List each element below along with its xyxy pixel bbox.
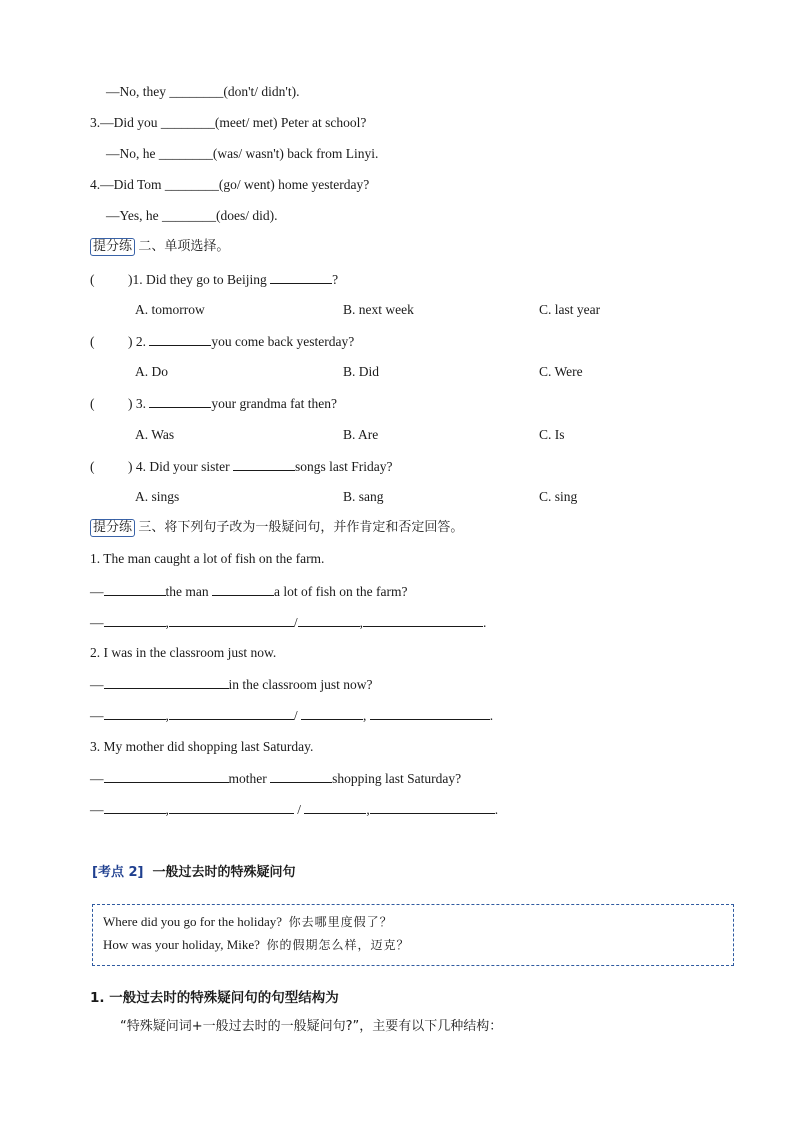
kaodian-heading <box>92 861 296 880</box>
q4-number: 4. <box>90 177 101 192</box>
point-1-body: “特殊疑问词+一般过去时的一般疑问句?”，主要有以下几种结构： <box>120 1019 503 1034</box>
q3-answer: —No, he ________(was/ wasn't) back from Linyi. <box>106 146 379 161</box>
option-c: C. sing <box>539 489 578 504</box>
mc-question-tail: songs last Friday? <box>295 459 393 474</box>
option-a: A. tomorrow <box>135 302 205 317</box>
option-b: B. next week <box>343 302 414 317</box>
mc-question-3 <box>90 394 337 413</box>
section3-badge: 提分练 <box>90 519 135 537</box>
sentence-2-answer <box>90 706 493 725</box>
answer-paren: ( <box>90 272 95 287</box>
slash: / <box>297 802 302 817</box>
answer-blank <box>169 613 294 627</box>
mc-question-tail: ? <box>332 272 339 287</box>
answer-blank <box>149 394 211 408</box>
question-text: mother <box>228 771 271 786</box>
q3-number: 3. <box>90 115 101 130</box>
answer-blank <box>304 800 366 814</box>
sentence-1: 1. The man caught a lot of fish on the farm. <box>90 551 325 566</box>
question-text: a lot of fish on the farm? <box>274 584 408 599</box>
mc-question-text: ) 4. Did your sister <box>128 459 233 474</box>
section3-title: 三、将下列句子改为一般疑问句，并作肯定和否定回答。 <box>138 520 464 535</box>
period: . <box>483 615 487 630</box>
comma: , <box>165 708 169 723</box>
q3-line <box>90 114 366 132</box>
example-line-1 <box>103 913 393 930</box>
sentence-3-question <box>90 769 461 788</box>
sentence-2: 2. I was in the classroom just now. <box>90 645 277 660</box>
answer-paren: ( <box>90 459 95 474</box>
answer-blank <box>104 800 166 814</box>
mc-question-text: ) 2. <box>128 334 150 349</box>
option-a: A. Do <box>135 364 168 379</box>
answer-paren: ( <box>90 334 95 349</box>
comma: , <box>359 615 364 630</box>
answer-blank <box>104 613 166 627</box>
section3-heading <box>90 518 463 537</box>
dash: — <box>90 677 104 692</box>
dash: — <box>90 584 104 599</box>
example-1-en: Where did you go for the holiday? <box>103 914 283 929</box>
option-c: C. Is <box>539 427 565 442</box>
option-c: C. last year <box>539 302 601 317</box>
answer-blank <box>104 675 229 689</box>
question-text: in the classroom just now? <box>228 677 373 692</box>
answer-blank <box>104 769 229 783</box>
mc-question-2 <box>90 332 354 351</box>
period: . <box>489 708 494 723</box>
option-a: A. Was <box>135 427 175 442</box>
question-text: shopping last Saturday? <box>332 771 462 786</box>
answer-blank <box>270 769 332 783</box>
comma: , <box>165 615 169 630</box>
answer-blank <box>363 613 483 627</box>
example-2-cn: 你的假期怎么样，迈克？ <box>266 938 410 952</box>
dash: — <box>90 771 104 786</box>
q4-answer: —Yes, he ________(does/ did). <box>106 208 278 223</box>
example-2-en: How was your holiday, Mike? <box>103 937 260 952</box>
slash: / <box>293 708 298 723</box>
question-text: the man <box>165 584 212 599</box>
answer-blank <box>149 332 211 346</box>
sentence-3: 3. My mother did shopping last Saturday. <box>90 739 314 754</box>
example-1-cn: 你去哪里度假了？ <box>288 915 393 929</box>
answer-blank <box>270 270 332 284</box>
answer-blank <box>233 457 295 471</box>
comma: , <box>165 802 169 817</box>
answer-blank <box>169 800 294 814</box>
option-b: B. sang <box>343 489 384 504</box>
answer-blank <box>212 582 274 596</box>
example-line-2 <box>103 936 409 953</box>
answer-blank <box>104 706 166 720</box>
section2-title: 二、单项选择。 <box>138 239 230 254</box>
answer-blank <box>169 706 294 720</box>
kaodian-title: 一般过去时的特殊疑问句 <box>152 865 296 880</box>
option-c: C. Were <box>539 364 583 379</box>
q3-question: —Did you ________(meet/ met) Peter at school? <box>100 115 367 130</box>
comma: , <box>366 802 370 817</box>
option-b: B. Are <box>343 427 379 442</box>
q4-question: —Did Tom ________(go/ went) home yesterday? <box>100 177 370 192</box>
mc-question-4 <box>90 457 393 476</box>
option-b: B. Did <box>343 364 380 379</box>
sentence-2-question <box>90 675 372 694</box>
dash: — <box>90 615 104 630</box>
comma: , <box>363 708 367 723</box>
dash: — <box>90 708 104 723</box>
answer-paren: ( <box>90 396 95 411</box>
answer-blank <box>301 706 363 720</box>
option-a: A. sings <box>135 489 180 504</box>
answer-blank <box>370 706 490 720</box>
sentence-3-answer <box>90 800 498 819</box>
dash: — <box>90 802 104 817</box>
q2-answer: —No, they ________(don't/ didn't). <box>106 84 300 99</box>
sentence-1-question <box>90 582 407 601</box>
section2-heading <box>90 237 229 256</box>
period: . <box>494 802 499 817</box>
section2-badge: 提分练 <box>90 238 135 256</box>
answer-blank <box>370 800 495 814</box>
answer-blank <box>298 613 360 627</box>
answer-blank <box>104 582 166 596</box>
mc-question-1 <box>90 270 338 289</box>
mc-question-tail: your grandma fat then? <box>211 396 337 411</box>
point-1-heading: 1. 一般过去时的特殊疑问句的句型结构为 <box>90 990 339 1006</box>
mc-question-tail: you come back yesterday? <box>211 334 355 349</box>
slash: / <box>293 615 298 630</box>
kaodian-label: [考点 2] <box>92 865 144 880</box>
mc-question-text: ) 3. <box>128 396 150 411</box>
sentence-1-answer <box>90 613 486 632</box>
mc-question-text: )1. Did they go to Beijing <box>128 272 271 287</box>
q4-line <box>90 176 369 194</box>
example-box <box>92 904 734 966</box>
